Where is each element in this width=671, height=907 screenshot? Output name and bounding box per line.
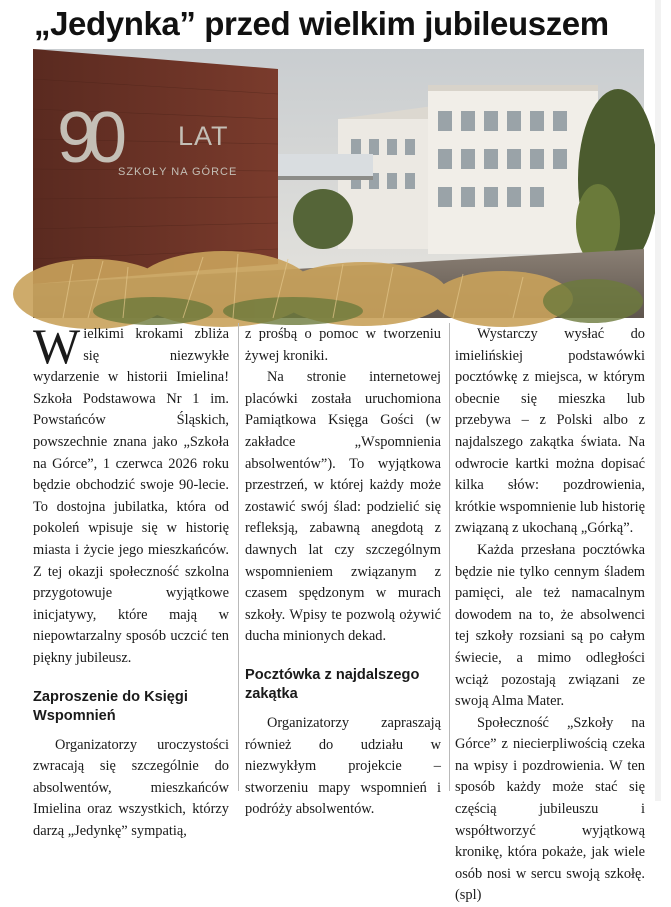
article-column-2 [245,324,441,821]
column-divider [449,323,450,791]
paragraph: Na stronie internetowej placówki została uruchomiona Pamiątkowa Księga Gości (w zakładce „Wspomnienia absolwentów”). To wyjątkowa przestrzeń, w której każdy może zostawić swój ślad: podzielić się refleksją, zabawną anegdotą z dawnych lat czy szczególnym wspomnieniem związanym z czasem spędzonym w murach szkoły. Wpisy te pozwolą ożywić ducha minionych dekad. [245,369,441,645]
article-column-3 [455,324,645,907]
jubilee-number: 90 [57,98,118,178]
paragraph: Wystarczy wysłać do imielińskiej podstawówki pocztówkę z miejsca, w którym obecnie się mieszka lub przebywa – z Polski albo z najdalszego zakątka świata. Na odwrocie kartki można dopisać kilka słów: pozdrowienia, krótkie wspomnienie lub historię związaną z ukochaną „Górką”. [455,326,645,537]
page-edge [655,0,661,801]
article-column-1 [33,318,229,842]
column-divider [238,323,239,791]
paragraph: Organizatorzy zapraszają również do udziału w niezwykłym projekcie – stworzeniu mapy wspomnień i podróży absolwentów. [245,714,441,818]
subheading-postcard: Pocztówka z najdalszego zakątka [245,666,420,702]
paragraph: Społeczność „Szkoły na Górce” z niecierpliwością czeka na wpisy i pozdrowienia. W ten sposób każdy może stać się częścią jubileuszu i współtworzyć wyjątkową kronikę, która pokaże, jak wiele osób nosi w sercu swoją szkołę. (spl) [455,714,645,904]
lead-paragraph: Wielkimi krokami zbliża się niezwykłe wydarzenie w historii Imielina! Szkoła Podstawowa Nr 1 im. Powstańców Śląskich, powszechnie znana jako „Szkoła na Górce”, 1 czerwca 2026 roku będzie obchodzić swoje 90-lecie. To dostojna jubilatka, która od pokoleń wpisuje się w historię miasta i życie jego mieszkańców. Z tej okazji społeczność szkolna przygotowuje wyjątkowe inicjatywy, które mają w niepowtarzalny sposób uczcić ten piękny jubileusz. [33,318,229,666]
photo-credit: Foto: SP nr 1 [663,322,670,364]
jubilee-word: LAT [178,121,229,151]
article-headline: „Jedynka” przed wielkim jubileuszem [34,5,609,42]
paragraph: Każda przesłana pocztówka będzie nie tylko cennym śladem pamięci, ale też namacalnym dowodem na to, że absolwenci tej szkoły rozsiani są po całym świecie, a mimo odległości wciąż pozostają związani ze swoją Alma Mater. [455,541,645,710]
drop-cap: W [33,318,81,374]
school-photo-illustration [33,49,644,318]
paragraph: z prośbą o pomoc w tworzeniu żywej kroniki. [245,326,441,364]
jubilee-subtitle: SZKOŁY NA GÓRCE [118,166,238,178]
subheading-guestbook: Zaproszenie do Księgi Wspomnień [33,688,188,724]
paragraph: Organizatorzy uroczystości zwracają się szczególnie do absolwentów, mieszkańców Imielina oraz wszystkich, którzy darzą „Jedynkę” sympatią, [33,736,229,839]
